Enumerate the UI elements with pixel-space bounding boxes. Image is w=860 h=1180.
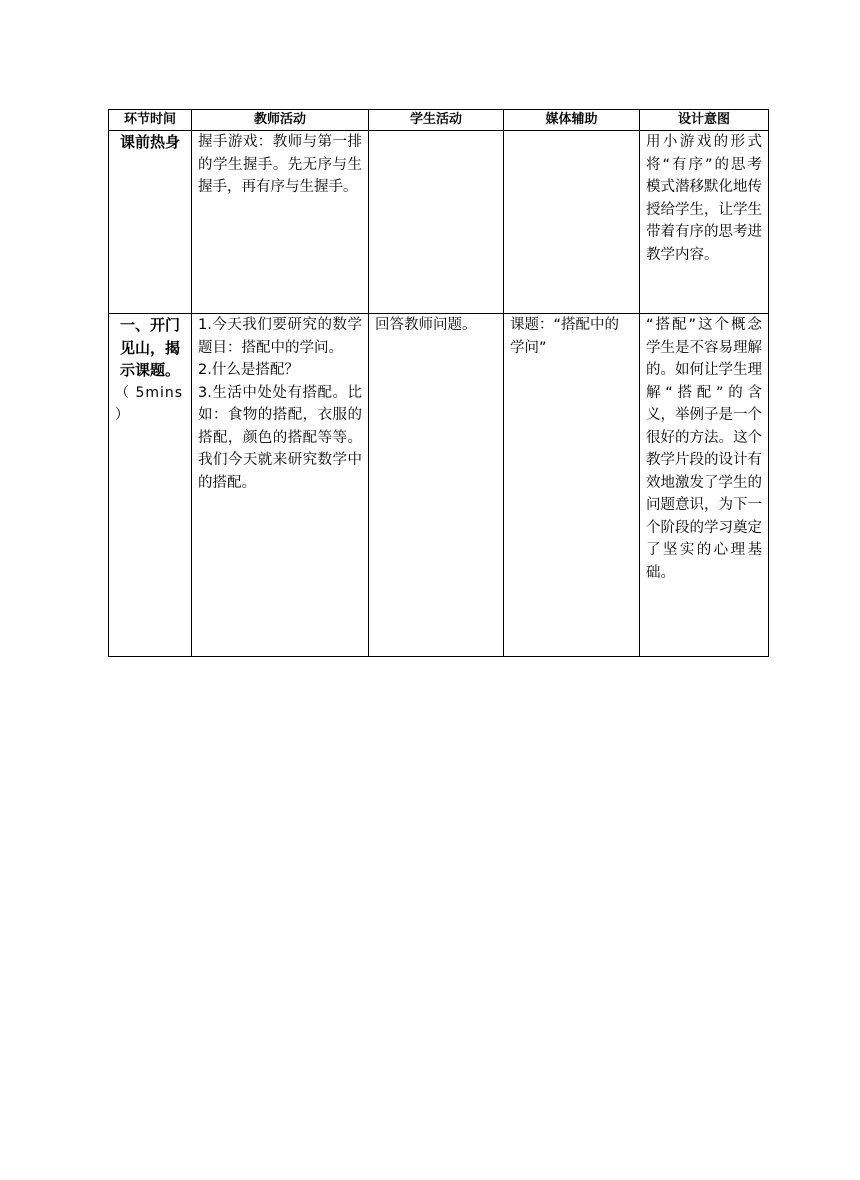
stage-cell <box>109 314 192 657</box>
header-student-activity: 学生活动 <box>369 110 504 131</box>
header-teacher-activity: 教师活动 <box>192 110 369 131</box>
header-media: 媒体辅助 <box>504 110 640 131</box>
media-cell <box>504 131 640 314</box>
student-activity-cell <box>369 131 504 314</box>
stage-cell <box>109 131 192 314</box>
stage-duration: （ 5mins ） <box>115 384 184 423</box>
header-stage-time: 环节时间 <box>109 110 192 131</box>
stage-label: 一、开门见山，揭示课题。 <box>119 316 180 379</box>
teacher-activity-cell <box>192 314 369 657</box>
header-row <box>109 110 769 131</box>
teacher-activity-text: 握手游戏：教师与第一排的学生握手。先无序与生握手，再有序与生握手。 <box>198 134 362 195</box>
student-activity-cell: 回答教师问题。 <box>369 314 504 657</box>
teacher-activity-item: 2.什么是搭配？ <box>198 362 299 378</box>
teacher-activity-item: 1.今天我们要研究的数学题目：搭配中的学问。 <box>198 317 362 356</box>
media-cell: 课题：“搭配中的学问” <box>504 314 640 657</box>
table-row <box>109 314 769 657</box>
stage-label: 课前热身 <box>119 133 180 151</box>
lesson-plan-table <box>108 109 769 657</box>
teacher-activity-item: 3.生活中处处有搭配。比如：食物的搭配，衣服的搭配，颜色的搭配等等。我们今天就来研究数学中的搭配。 <box>198 384 362 491</box>
table-row <box>109 131 769 314</box>
teacher-activity-cell <box>192 131 369 314</box>
design-intent-cell: 用小游戏的形式将“有序”的思考模式潜移默化地传授给学生，让学生带着有序的思考进教学内容。 <box>640 131 769 314</box>
design-intent-cell: “搭配”这个概念学生是不容易理解的。如何让学生理解“搭配”的含义，举例子是一个很好的方法。这个教学片段的设计有效地激发了学生的问题意识，为下一个阶段的学习奠定了坚实的心理基础。 <box>640 314 769 657</box>
header-design-intent: 设计意图 <box>640 110 769 131</box>
